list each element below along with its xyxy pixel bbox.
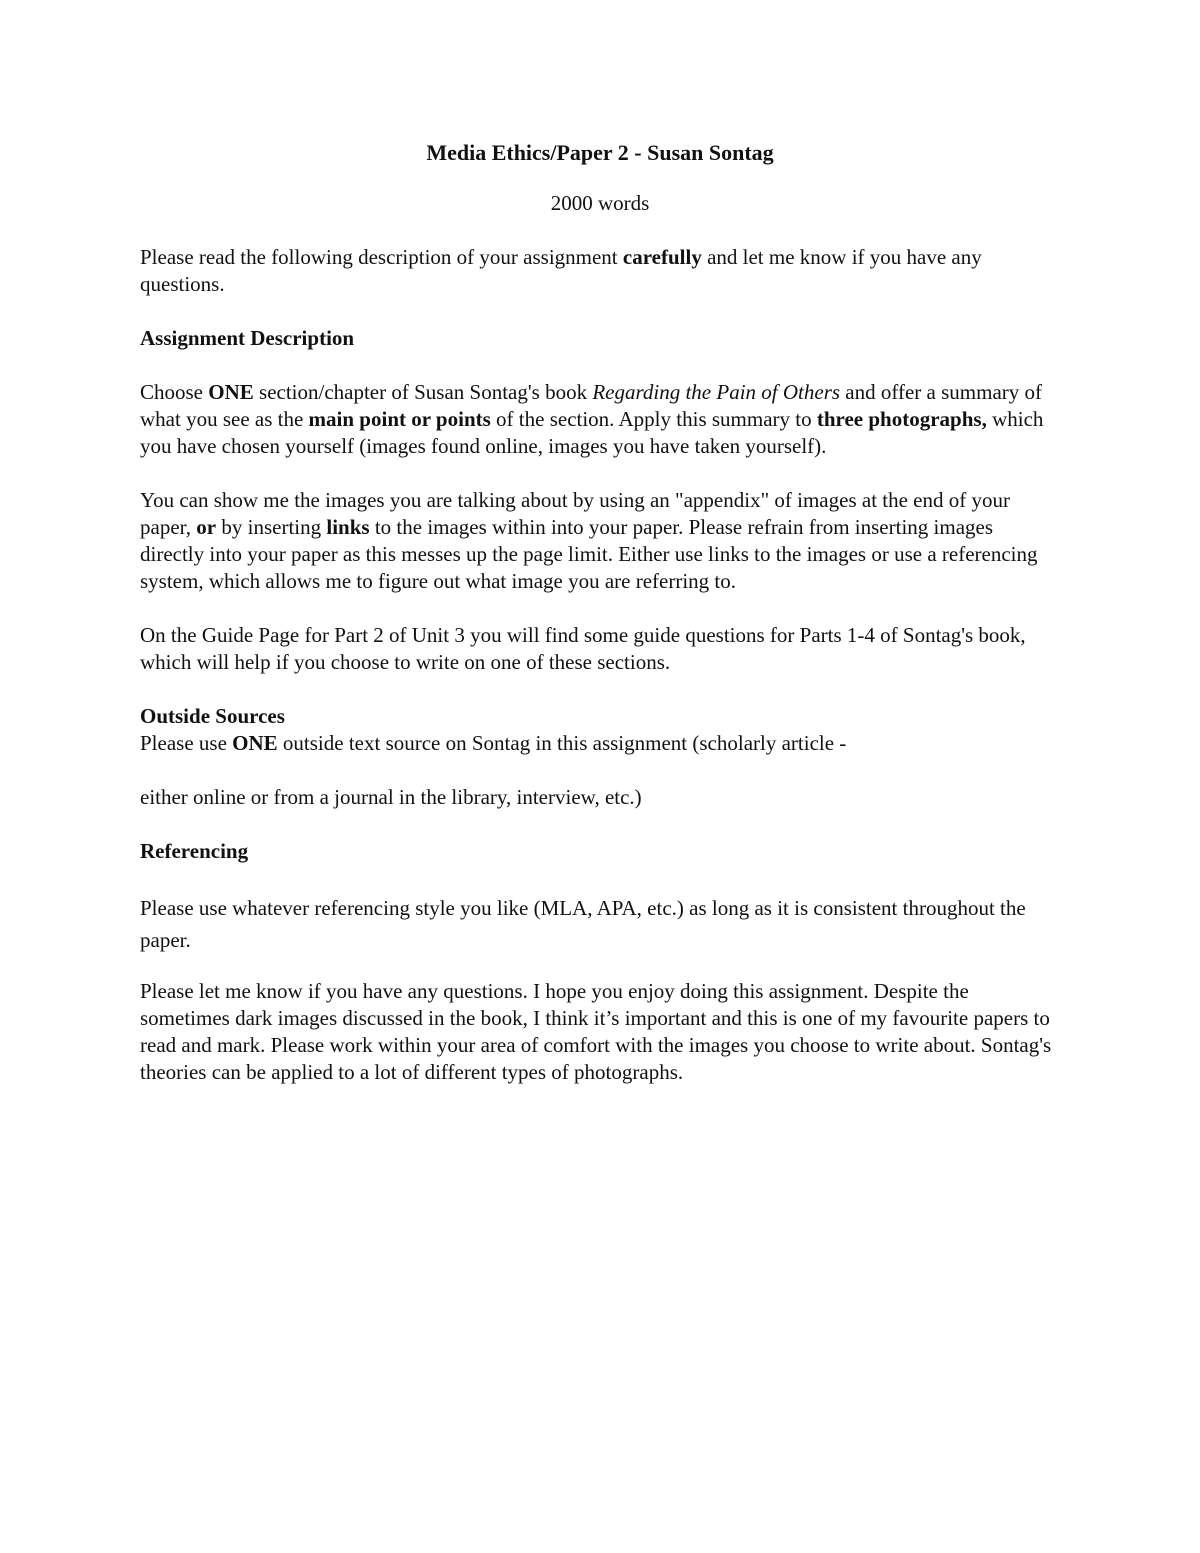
assignment-description-heading: Assignment Description [140, 326, 355, 350]
assignment-text-1: Choose [140, 380, 209, 404]
assignment-bold-one: ONE [208, 380, 254, 404]
intro-emphasis: carefully [622, 245, 702, 269]
referencing-paragraph: Please use whatever referencing style you like (MLA, APA, etc.) as long as it is consistent throughout the paper. [140, 896, 1026, 952]
referencing-heading: Referencing [140, 839, 249, 863]
assignment-text-2: section/chapter of Susan Sontag's book [253, 380, 593, 404]
assignment-text-4: of the section. Apply this summary to [490, 407, 817, 431]
assignment-paragraph [140, 379, 1060, 460]
document-body [140, 138, 1060, 1086]
intro-text-1: Please read the following description of your assignment [140, 245, 623, 269]
outside-text-2: outside text source on Sontag in this assignment (scholarly article - [277, 731, 847, 755]
outside-sources-continuation: either online or from a journal in the library, interview, etc.) [140, 785, 642, 809]
assignment-bold-main-point: main point or points [308, 407, 491, 431]
intro-text-2: and let me know if you have any questions. [140, 245, 982, 296]
document-title: Media Ethics/Paper 2 - Susan Sontag [426, 140, 774, 165]
images-text-2: by inserting [216, 515, 327, 539]
intro-paragraph [140, 244, 1060, 298]
outside-bold-one: ONE [232, 731, 278, 755]
assignment-text-5: which you have chosen yourself (images found online, images you have taken yourself). [140, 407, 1044, 458]
closing-paragraph: Please let me know if you have any questions. I hope you enjoy doing this assignment. Despite the sometimes dark images discussed in the book, I think it’s important and this is one of my favourite papers to read and mark. Please work within your area of comfort with the images you choose to write about. Sontag's theories can be applied to a lot of different types of photographs. [140, 979, 1052, 1084]
outside-text-1: Please use [140, 731, 233, 755]
assignment-text-3: and offer a summary of what you see as the [140, 380, 1043, 431]
images-text-1: You can show me the images you are talking about by using an "appendix" of images at the end of your paper, [140, 488, 1010, 539]
outside-sources-paragraph [140, 730, 1060, 757]
images-paragraph [140, 487, 1060, 595]
images-text-3: to the images within into your paper. Please refrain from inserting images directly into your paper as this messes up the page limit. Either use links to the images or use a referencing system, which allows me to figure out what image you are referring to. [140, 515, 1038, 593]
guide-paragraph: On the Guide Page for Part 2 of Unit 3 you will find some guide questions for Parts 1-4 of Sontag's book, which will help if you choose to write on one of these sections. [140, 623, 1026, 674]
book-title: Regarding the Pain of Others [592, 380, 841, 404]
assignment-bold-three-photos: three photographs, [816, 407, 987, 431]
outside-sources-heading: Outside Sources [140, 704, 285, 728]
images-bold-links: links [326, 515, 370, 539]
word-count: 2000 words [550, 191, 650, 215]
images-bold-or: or [196, 515, 217, 539]
